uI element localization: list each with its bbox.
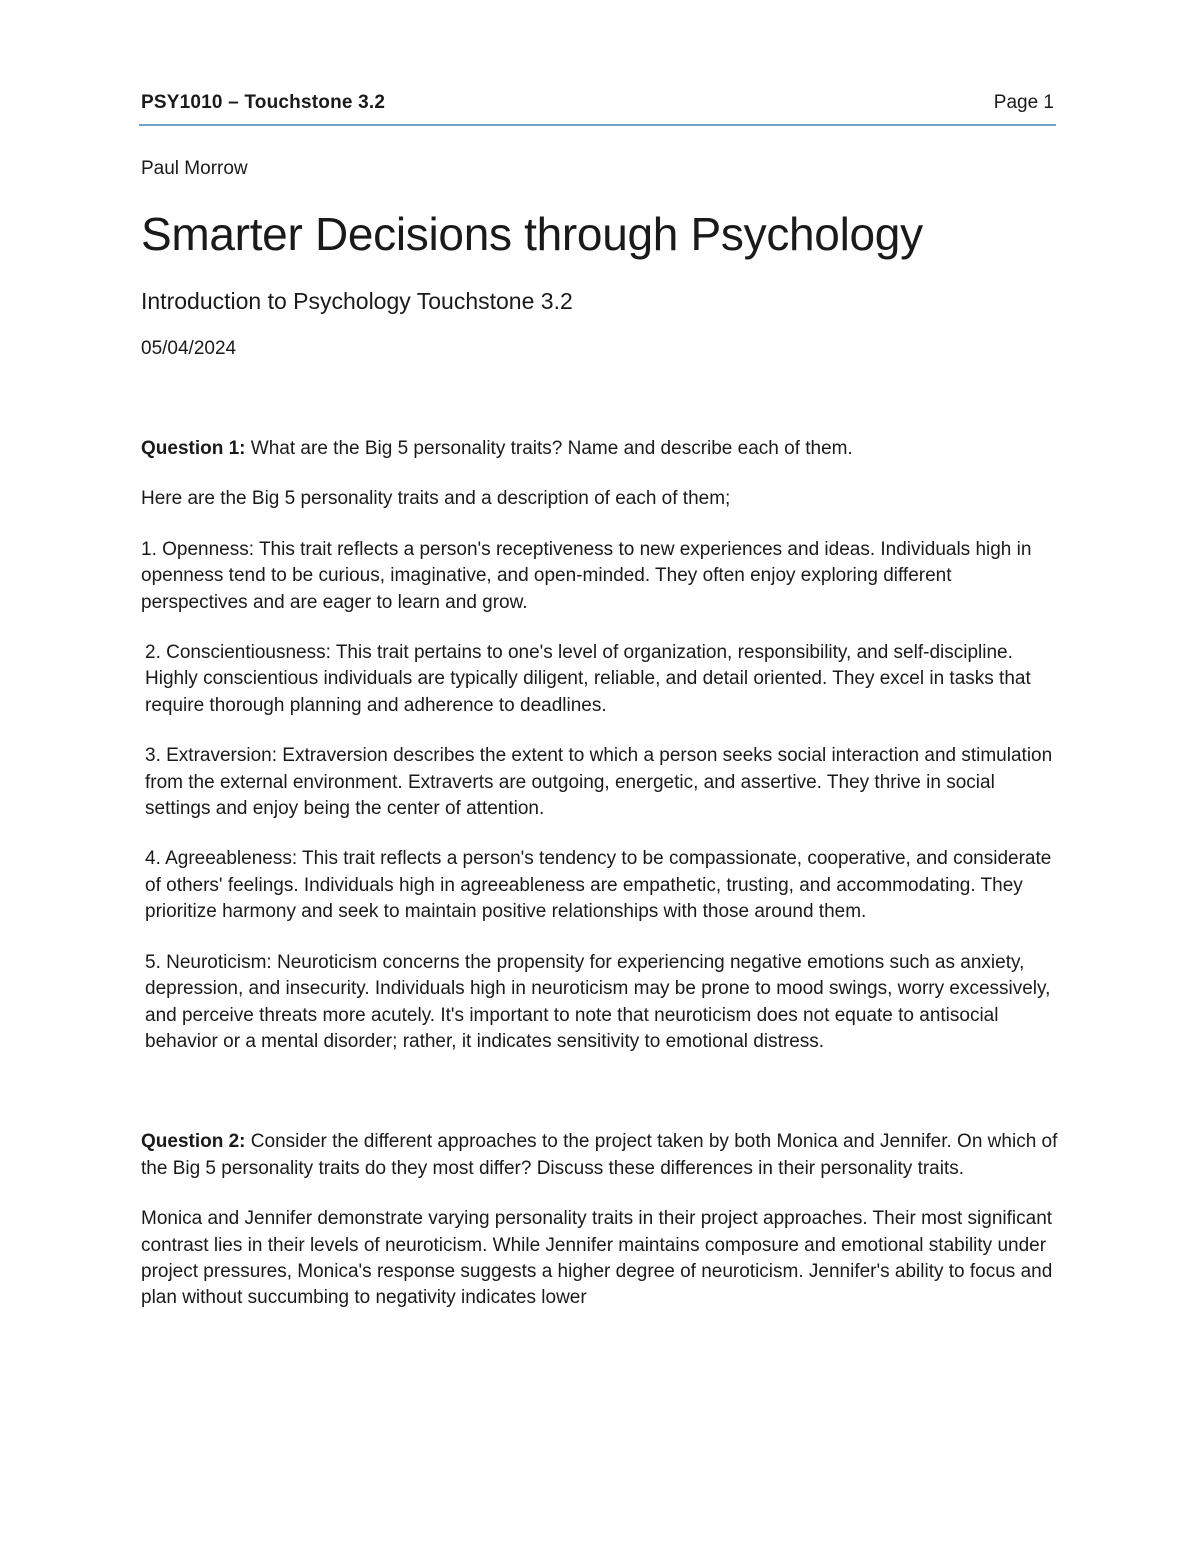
- question-1-prompt: What are the Big 5 personality traits? Name and describe each of them.: [245, 438, 853, 459]
- question-2-prompt: Consider the different approaches to the project taken by both Monica and Jennifer. On which of the Big 5 personality traits do they most differ? Discuss these differences in their personality traits.: [141, 1131, 1058, 1179]
- trait-conscientiousness: 2. Conscientiousness: This trait pertains to one's level of organization, responsibility, and self-discipline. Highly conscientious individuals are typically diligent, reliable, and detail oriented. They excel in tasks that require thorough planning and adherence to deadlines.: [145, 642, 1031, 716]
- question-2-label: Question 2:: [141, 1131, 246, 1153]
- question-1: [141, 436, 1061, 462]
- question-1-intro: Here are the Big 5 personality traits and a description of each of them;: [141, 488, 731, 510]
- document-body: [141, 156, 1061, 1312]
- question-2-answer: Monica and Jennifer demonstrate varying personality traits in their project approaches. Their most significant contrast lies in their levels of neuroticism. While Jennifer maintains composure and emotional stability under project pressures, Monica's response suggests a higher degree of neuroticism. Jennifer's ability to focus and plan without succumbing to negativity indicates lower: [141, 1208, 1053, 1309]
- trait-openness: 1. Openness: This trait reflects a person's receptiveness to new experiences and ideas. Individuals high in openness tend to be curious, imaginative, and open-minded. They often enjoy exploring different perspectives and are eager to learn and grow.: [141, 538, 1032, 613]
- trait-agreeableness: 4. Agreeableness: This trait reflects a person's tendency to be compassionate, cooperative, and considerate of others' feelings. Individuals high in agreeableness are empathetic, trusting, and accommodating. They prioritize harmony and seek to maintain positive relationships with those around them.: [145, 848, 1052, 923]
- author-name: Paul Morrow: [141, 158, 248, 179]
- course-header-title: PSY1010 – Touchstone 3.2: [141, 92, 386, 113]
- document-subtitle: Introduction to Psychology Touchstone 3.2: [141, 288, 573, 314]
- question-1-label: Question 1:: [141, 438, 246, 459]
- trait-neuroticism: 5. Neuroticism: Neuroticism concerns the propensity for experiencing negative emotions such as anxiety, depression, and insecurity. Individuals high in neuroticism may be prone to mood swings, worry excessively, and perceive threats more acutely. It's important to note that neuroticism does not equate to antisocial behavior or a mental disorder; rather, it indicates sensitivity to emotional distress.: [145, 951, 1051, 1052]
- question-2: [141, 1129, 1061, 1182]
- trait-extraversion: 3. Extraversion: Extraversion describes the extent to which a person seeks social interaction and stimulation from the external environment. Extraverts are outgoing, energetic, and assertive. They thrive in social settings and enjoy being the center of attention.: [145, 745, 1053, 820]
- page-header: [139, 92, 1056, 126]
- document-date: 05/04/2024: [141, 338, 237, 359]
- document-title: Smarter Decisions through Psychology: [141, 208, 923, 260]
- page-number: Page 1: [993, 92, 1054, 113]
